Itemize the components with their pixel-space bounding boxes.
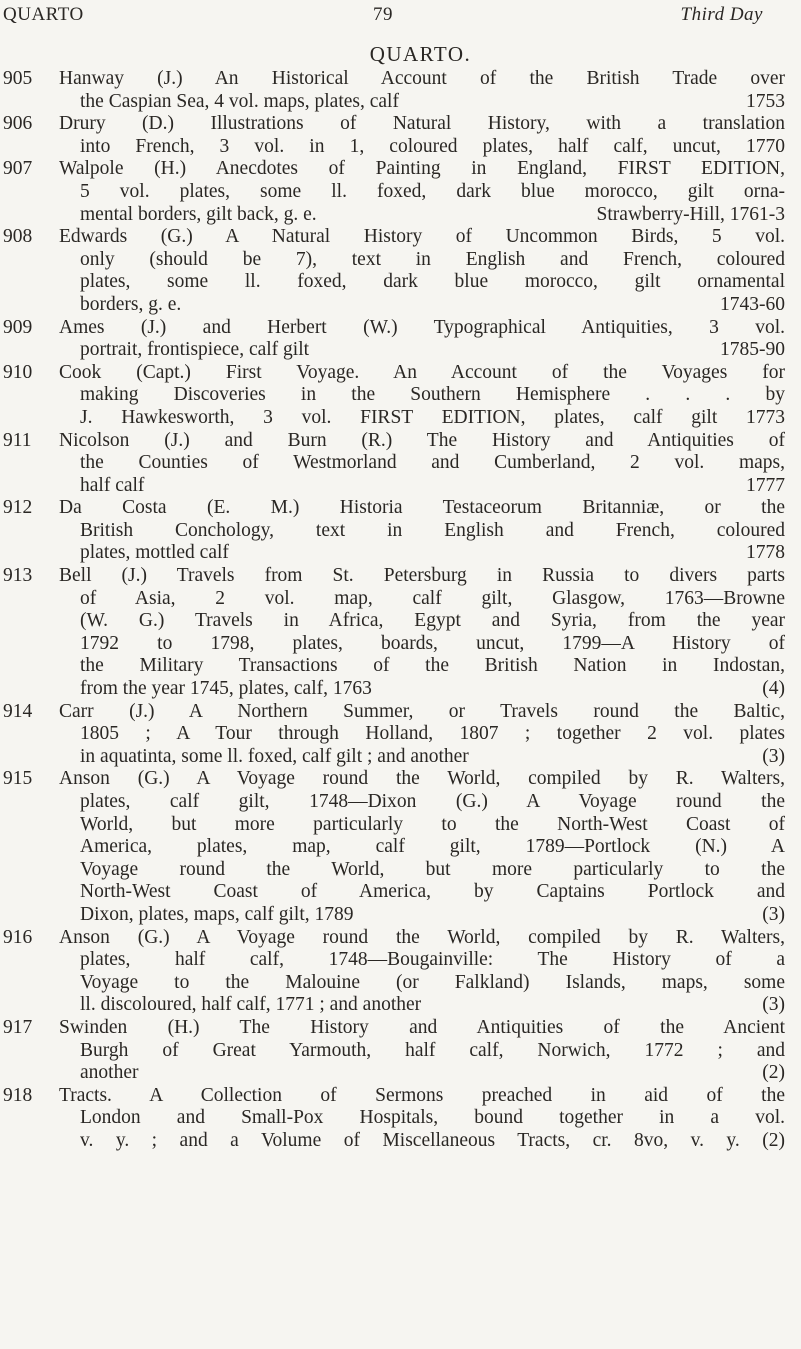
lot-entry	[0, 565, 801, 701]
lot-description	[59, 317, 785, 362]
lot-line: America, plates, map, calf gilt, 1789—Portlock (N.) A	[80, 836, 785, 858]
lot-line: J. Hawkesworth, 3 vol. FIRST EDITION, plates, calf gilt 1773	[80, 406, 785, 428]
lot-line	[59, 678, 785, 701]
lot-line-text: Dixon, plates, maps, calf gilt, 1789	[80, 903, 354, 925]
lot-line: Anson (G.) A Voyage round the World, compiled by R. Walters,	[59, 768, 785, 790]
lot-line-end: 1778	[746, 542, 785, 564]
lot-line: Hanway (J.) An Historical Account of the British Trade over	[59, 68, 785, 89]
lot-line: Swinden (H.) The History and Antiquities of the Ancient	[59, 1016, 785, 1038]
lot-line: 1792 to 1798, plates, boards, uncut, 1799—A History of	[80, 632, 785, 654]
lot-description	[59, 927, 785, 1017]
lot-number: 917	[3, 1016, 33, 1038]
lot-line-end: 1785-90	[720, 339, 785, 361]
lot-line: Tracts. A Collection of Sermons preached in aid of the	[59, 1084, 785, 1106]
lot-description	[59, 497, 785, 565]
lot-line: of Asia, 2 vol. map, calf gilt, Glasgow, 1763—Browne	[80, 587, 785, 609]
lot-line: World, but more particularly to the North-West Coast of	[80, 813, 785, 835]
lot-line-end: (4)	[762, 678, 785, 700]
lot-line: plates, some ll. foxed, dark blue morocco, gilt ornamental	[80, 271, 785, 293]
lot-line-end: 1743-60	[720, 293, 785, 315]
lot-line	[59, 994, 785, 1017]
lot-line	[59, 339, 785, 362]
lot-number: 909	[3, 316, 33, 338]
lot-line: British Conchology, text in English and French, coloured	[80, 519, 785, 541]
lot-entry	[0, 927, 801, 1017]
page-number: 79	[373, 4, 393, 25]
lot-number: 911	[3, 429, 32, 451]
lot-line	[59, 91, 785, 114]
lot-number: 916	[3, 926, 33, 948]
lot-line: London and Small-Pox Hospitals, bound together in a vol.	[80, 1107, 785, 1129]
lot-description	[59, 701, 785, 769]
lot-description	[59, 68, 785, 113]
lot-line: Walpole (H.) Anecdotes of Painting in England, FIRST EDITION,	[59, 158, 785, 180]
lot-description	[59, 768, 785, 926]
lot-line-end: (3)	[762, 903, 785, 925]
lot-description	[59, 565, 785, 701]
lot-description	[59, 113, 785, 158]
lot-line-text: the Caspian Sea, 4 vol. maps, plates, calf	[80, 90, 399, 112]
lot-entry	[0, 362, 801, 430]
lot-number: 912	[3, 497, 33, 519]
lot-line-text: plates, mottled calf	[80, 542, 229, 564]
lot-line	[59, 204, 785, 227]
lot-line: v. y. ; and a Volume of Miscellaneous Tracts, cr. 8vo, v. y. (2)	[80, 1129, 785, 1151]
lot-line-text: from the year 1745, plates, calf, 1763	[80, 678, 372, 700]
lot-entry	[0, 226, 801, 316]
lot-line	[59, 475, 785, 498]
lot-line: 1805 ; A Tour through Holland, 1807 ; together 2 vol. plates	[80, 723, 785, 745]
lot-entry	[0, 497, 801, 565]
lot-line: (W. G.) Travels in Africa, Egypt and Syria, from the year	[80, 610, 785, 632]
lot-line: Nicolson (J.) and Burn (R.) The History and Antiquities of	[59, 429, 785, 451]
lot-line: Edwards (G.) A Natural History of Uncommon Birds, 5 vol.	[59, 226, 785, 248]
lot-line-text: mental borders, gilt back, g. e.	[80, 203, 317, 225]
lot-number: 918	[3, 1084, 33, 1106]
lot-description	[59, 362, 785, 430]
lot-description	[59, 1017, 785, 1085]
lot-description	[59, 1085, 785, 1153]
lot-number: 905	[3, 68, 33, 89]
lot-line: Da Costa (E. M.) Historia Testaceorum Britanniæ, or the	[59, 497, 785, 519]
lot-line-end: Strawberry-Hill, 1761-3	[596, 203, 785, 225]
lot-line-text: portrait, frontispiece, calf gilt	[80, 339, 310, 361]
lot-line-text: borders, g. e.	[80, 293, 182, 315]
lot-line: plates, half calf, 1748—Bougainville: The History of a	[80, 949, 785, 971]
lot-line: the Military Transactions of the British Nation in Indostan,	[80, 655, 785, 677]
lot-line: making Discoveries in the Southern Hemisphere . . . by	[80, 384, 785, 406]
lot-line	[59, 542, 785, 565]
lot-line	[59, 294, 785, 317]
lot-entry	[0, 430, 801, 498]
lot-line-text: another	[80, 1062, 139, 1084]
lot-line	[59, 1062, 785, 1085]
lot-description	[59, 226, 785, 316]
lot-line: North-West Coast of America, by Captains Portlock and	[80, 881, 785, 903]
lot-line: Ames (J.) and Herbert (W.) Typographical Antiquities, 3 vol.	[59, 316, 785, 338]
lot-line: Drury (D.) Illustrations of Natural History, with a translation	[59, 113, 785, 135]
lot-line: Voyage to the Malouine (or Falkland) Islands, maps, some	[80, 971, 785, 993]
running-head	[0, 4, 801, 30]
lot-entry	[0, 158, 801, 226]
lot-line	[59, 746, 785, 769]
lot-entry	[0, 1085, 801, 1153]
lot-number: 910	[3, 361, 33, 383]
section-title: QUARTO.	[369, 42, 472, 66]
lot-line-end: (3)	[762, 745, 785, 767]
lot-line: Bell (J.) Travels from St. Petersburg in Russia to divers parts	[59, 565, 785, 587]
lot-line: Burgh of Great Yarmouth, half calf, Norwich, 1772 ; and	[80, 1039, 785, 1061]
lot-line-text: in aquatinta, some ll. foxed, calf gilt ; and another	[80, 745, 469, 767]
lot-line: 5 vol. plates, some ll. foxed, dark blue morocco, gilt orna-	[80, 180, 785, 202]
lot-line: the Counties of Westmorland and Cumberland, 2 vol. maps,	[80, 452, 785, 474]
lot-number: 915	[3, 768, 33, 790]
lot-number: 913	[3, 565, 33, 587]
lot-number: 908	[3, 226, 33, 248]
lot-line-text: half calf	[80, 474, 145, 496]
lot-list	[0, 68, 801, 1153]
lot-line: only (should be 7), text in English and French, coloured	[80, 248, 785, 270]
lot-number: 906	[3, 113, 33, 135]
lot-entry	[0, 1017, 801, 1085]
lot-line: plates, calf gilt, 1748—Dixon (G.) A Voyage round the	[80, 791, 785, 812]
lot-entry	[0, 113, 801, 158]
lot-description	[59, 430, 785, 498]
lot-line: Cook (Capt.) First Voyage. An Account of the Voyages for	[59, 361, 785, 383]
lot-number: 914	[3, 700, 33, 722]
lot-line-end: 1777	[746, 474, 785, 496]
lot-line-end: (3)	[762, 994, 785, 1016]
lot-entry	[0, 317, 801, 362]
lot-line: Carr (J.) A Northern Summer, or Travels round the Baltic,	[59, 700, 785, 722]
lot-line	[59, 904, 785, 927]
lot-line-end: (2)	[762, 1062, 785, 1084]
lot-entry	[0, 701, 801, 769]
lot-entry	[0, 768, 801, 926]
lot-description	[59, 158, 785, 226]
running-head-section: QUARTO	[3, 4, 84, 25]
lot-line: into French, 3 vol. in 1, coloured plates, half calf, uncut, 1770	[80, 135, 785, 157]
lot-entry	[0, 68, 801, 113]
lot-line: Voyage round the World, but more particularly to the	[80, 858, 785, 880]
running-head-day: Third Day	[680, 4, 763, 25]
lot-line: Anson (G.) A Voyage round the World, compiled by R. Walters,	[59, 926, 785, 948]
lot-number: 907	[3, 158, 33, 180]
lot-line-end: 1753	[746, 90, 785, 112]
lot-line-text: ll. discoloured, half calf, 1771 ; and another	[80, 994, 422, 1016]
